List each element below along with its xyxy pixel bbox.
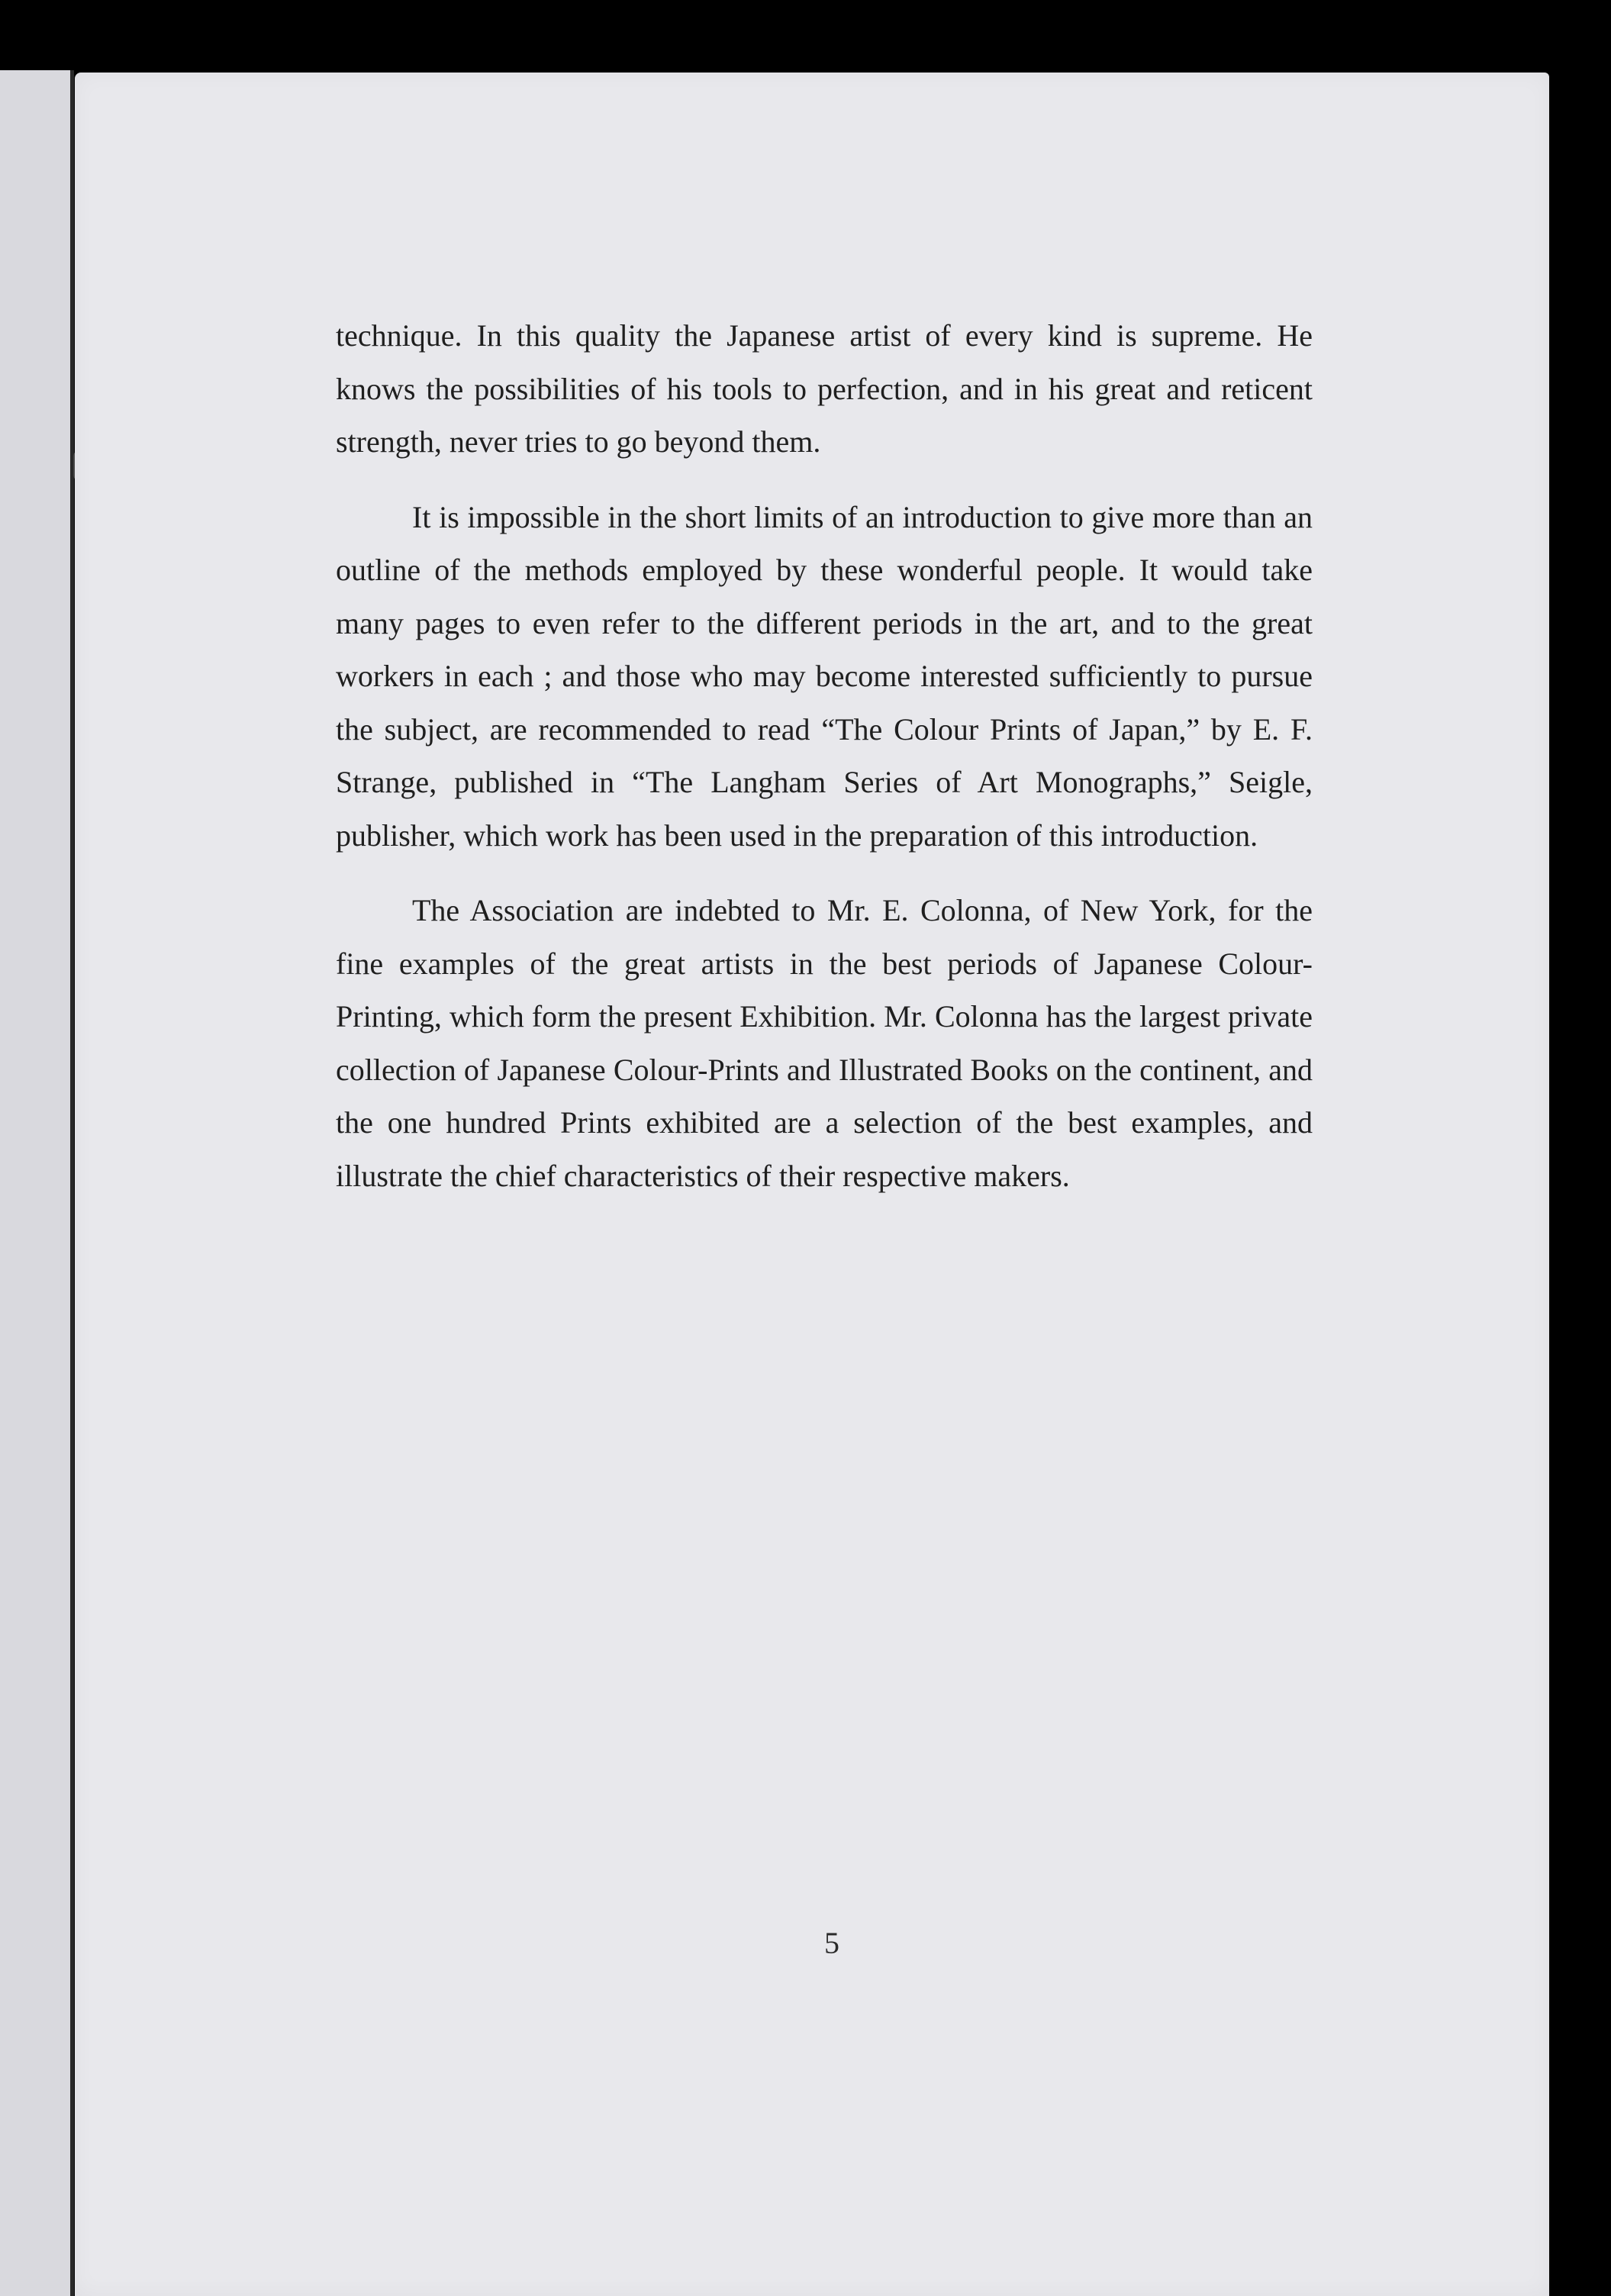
paragraph-continued: technique. In this quality the Japanese artist of every kind is supreme. He knows the possibilities of his tools to perfection, and in his great and reticent strength, never tries to go beyond them. bbox=[336, 318, 1313, 459]
paragraph: It is impossible in the short limits of an introduction to give more than an outline of the methods employed by these wonderful people. It would take many pages to even refer to the different periods in the art, and to the great workers in each ; and those who may become interested sufficiently to pursue the subject, are recommended to read “The Colour Prints of Japan,” by E. F. Strange, published in “The Langham Series of Art Monographs,” Seigle, publisher, which work has been used in the preparation of this introduction. bbox=[336, 499, 1313, 853]
paragraph: The Association are indebted to Mr. E. Colonna, of New York, for the fine examples of the great artists in the best periods of Japanese Colour-Printing, which form the present Exhibition. Mr. Colonna has the largest private collection of Japanese Colour-Prints and Illustrated Books on the continent, and the one hundred Prints exhibited are a selection of the best examples, and illustrate the chief characteristics of their respective makers. bbox=[336, 893, 1313, 1193]
page-number: 5 bbox=[824, 1926, 839, 1960]
left-page-edge bbox=[0, 70, 74, 2296]
body-text bbox=[336, 309, 1313, 1202]
